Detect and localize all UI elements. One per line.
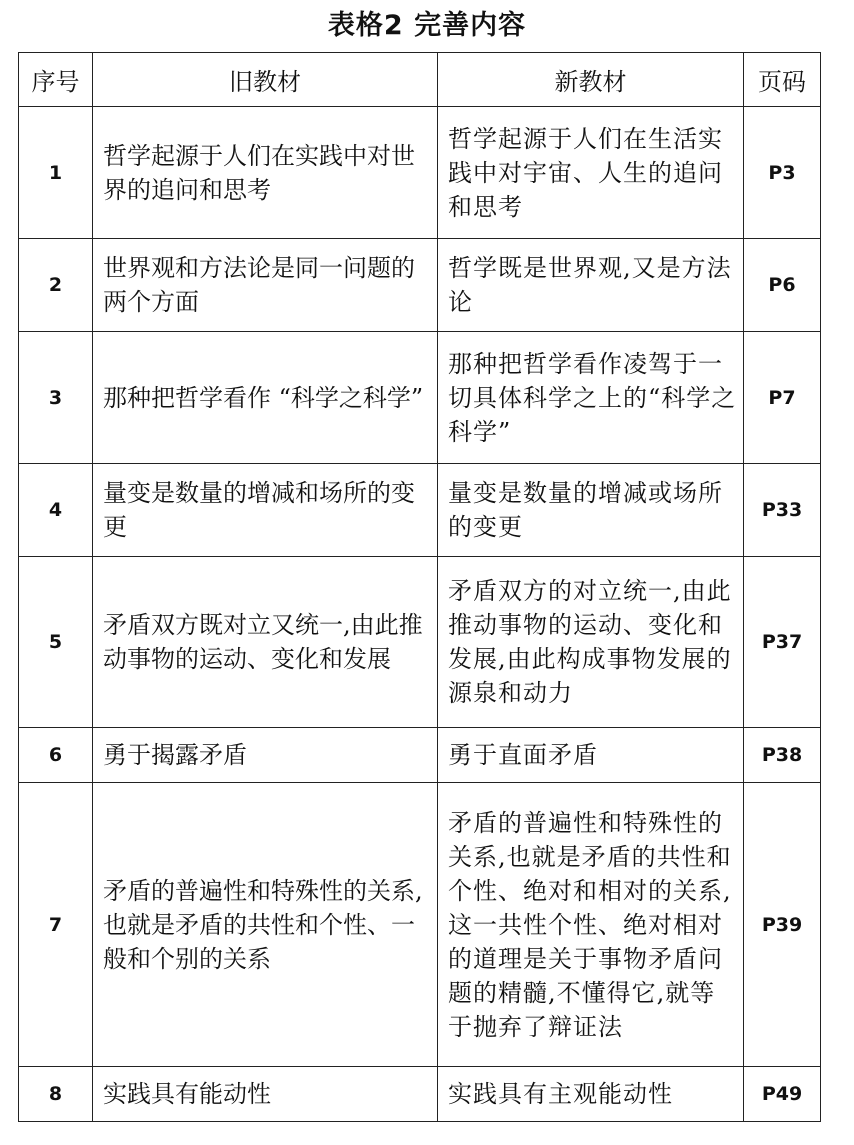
comparison-table xyxy=(18,52,821,1122)
old-text: 世界观和方法论是同一问题的两个方面 xyxy=(93,239,438,332)
table-row xyxy=(19,239,821,332)
table-row xyxy=(19,107,821,239)
header-row xyxy=(19,53,821,107)
old-text: 那种把哲学看作 “科学之科学” xyxy=(93,332,438,464)
old-text: 勇于揭露矛盾 xyxy=(93,728,438,783)
table-row xyxy=(19,464,821,557)
old-text: 矛盾双方既对立又统一,由此推动事物的运动、变化和发展 xyxy=(93,557,438,728)
header-old-textbook: 旧教材 xyxy=(93,53,438,107)
header-index: 序号 xyxy=(19,53,93,107)
header-page: 页码 xyxy=(744,53,821,107)
new-text: 矛盾双方的对立统一,由此推动事物的运动、变化和发展,由此构成事物发展的源泉和动力 xyxy=(438,557,744,728)
new-text: 哲学起源于人们在生活实践中对宇宙、人生的追问和思考 xyxy=(438,107,744,239)
table-row xyxy=(19,1067,821,1122)
row-index: 8 xyxy=(19,1067,93,1122)
new-text: 那种把哲学看作凌驾于一切具体科学之上的“科学之科学” xyxy=(438,332,744,464)
new-text: 量变是数量的增减或场所的变更 xyxy=(438,464,744,557)
row-index: 3 xyxy=(19,332,93,464)
page-ref: P33 xyxy=(744,464,821,557)
page-ref: P7 xyxy=(744,332,821,464)
page-ref: P38 xyxy=(744,728,821,783)
row-index: 5 xyxy=(19,557,93,728)
table-row xyxy=(19,728,821,783)
page-ref: P3 xyxy=(744,107,821,239)
page-ref: P37 xyxy=(744,557,821,728)
row-index: 2 xyxy=(19,239,93,332)
new-text: 实践具有主观能动性 xyxy=(438,1067,744,1122)
row-index: 1 xyxy=(19,107,93,239)
page-ref: P39 xyxy=(744,783,821,1067)
row-index: 4 xyxy=(19,464,93,557)
old-text: 哲学起源于人们在实践中对世界的追问和思考 xyxy=(93,107,438,239)
header-new-textbook: 新教材 xyxy=(438,53,744,107)
row-index: 7 xyxy=(19,783,93,1067)
table-title: 表格2 完善内容 xyxy=(327,10,527,41)
new-text: 哲学既是世界观,又是方法论 xyxy=(438,239,744,332)
new-text: 勇于直面矛盾 xyxy=(438,728,744,783)
page-ref: P6 xyxy=(744,239,821,332)
table-row xyxy=(19,557,821,728)
old-text: 实践具有能动性 xyxy=(93,1067,438,1122)
new-text: 矛盾的普遍性和特殊性的关系,也就是矛盾的共性和个性、绝对和相对的关系,这一共性个性、绝对相对的道理是关于事物矛盾问题的精髓,不懂得它,就等于抛弃了辩证法 xyxy=(438,783,744,1067)
old-text: 矛盾的普遍性和特殊性的关系, 也就是矛盾的共性和个性、一般和个别的关系 xyxy=(93,783,438,1067)
page-ref: P49 xyxy=(744,1067,821,1122)
table-row xyxy=(19,783,821,1067)
table-row xyxy=(19,332,821,464)
row-index: 6 xyxy=(19,728,93,783)
old-text: 量变是数量的增减和场所的变更 xyxy=(93,464,438,557)
